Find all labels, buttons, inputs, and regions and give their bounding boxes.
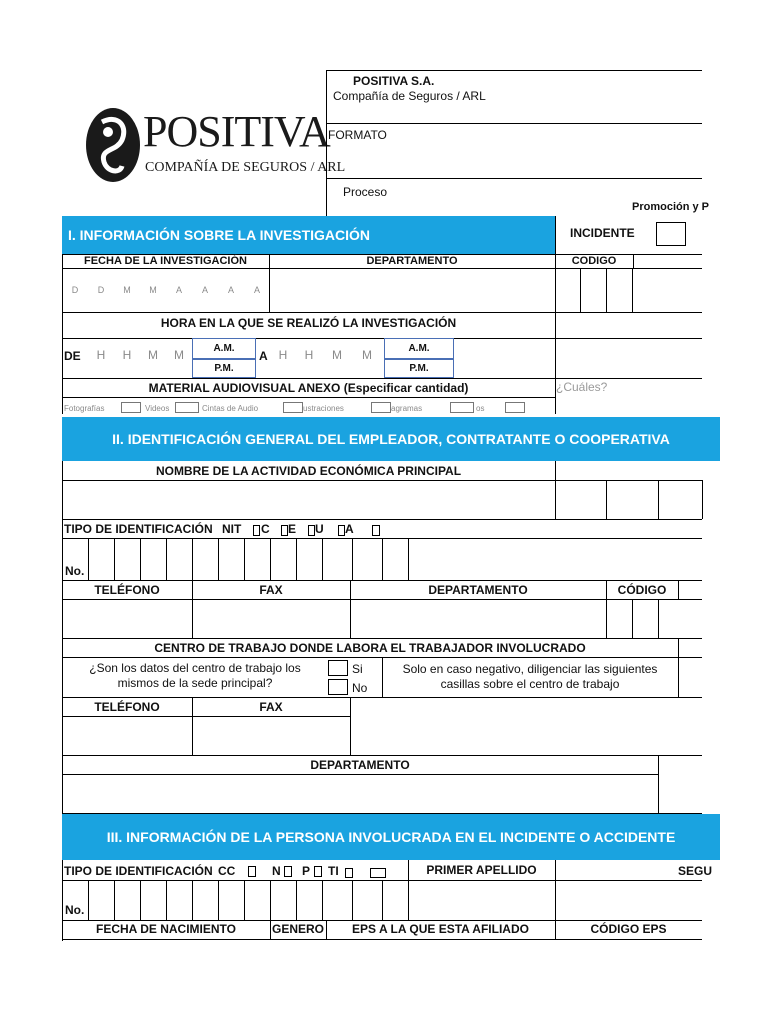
departamento-header: DEPARTAMENTO xyxy=(366,255,458,267)
date-letter[interactable]: A xyxy=(201,285,208,295)
si-label: Si xyxy=(352,662,363,676)
divider xyxy=(555,254,556,312)
eps-header: EPS A LA QUE ESTA AFILIADO xyxy=(352,922,529,936)
divider xyxy=(322,880,323,920)
media-count-box[interactable] xyxy=(371,402,391,413)
section-2-title: II. IDENTIFICACIÓN GENERAL DEL EMPLEADOR, CONTRATANTE O COOPERATIVA xyxy=(62,417,720,461)
divider xyxy=(218,880,219,920)
proceso-label: Proceso xyxy=(343,185,388,199)
telefono-header: TELÉFONO xyxy=(94,583,160,597)
divider xyxy=(678,638,679,697)
divider xyxy=(88,538,89,580)
divider xyxy=(326,70,702,71)
divider xyxy=(702,480,703,519)
media-label: Videos xyxy=(145,404,170,413)
divider xyxy=(606,580,607,638)
formato-label: FORMATO xyxy=(328,128,387,142)
actividad-header: NOMBRE DE LA ACTIVIDAD ECONÓMICA PRINCIPAL xyxy=(155,464,462,478)
hora-header: HORA EN LA QUE SE REALIZÓ LA INVESTIGACIÓN xyxy=(160,316,457,330)
nota-line-2: casillas sobre el centro de trabajo xyxy=(440,677,620,691)
no-checkbox[interactable] xyxy=(328,679,348,695)
a-label: A xyxy=(259,349,268,363)
id-checkbox[interactable] xyxy=(253,525,260,536)
media-label: os xyxy=(476,404,485,413)
hour-letter[interactable]: H xyxy=(96,348,106,362)
id-option[interactable]: C xyxy=(261,522,270,536)
company-sub: Compañía de Seguros / ARL xyxy=(333,89,486,103)
date-letter[interactable]: D xyxy=(71,285,79,295)
divider xyxy=(555,860,556,920)
divider xyxy=(166,538,167,580)
divider xyxy=(326,70,327,216)
incidente-checkbox[interactable] xyxy=(656,222,686,246)
divider xyxy=(244,880,245,920)
minute-letter[interactable]: M xyxy=(174,348,184,362)
incidente-label: INCIDENTE xyxy=(570,226,635,240)
fax-header: FAX xyxy=(259,583,283,597)
tipo-id-label: TIPO DE IDENTIFICACIÓN xyxy=(64,522,213,536)
centro-header: CENTRO DE TRABAJO DONDE LABORA EL TRABAJADOR INVOLUCRADO xyxy=(154,641,586,655)
id-checkbox[interactable] xyxy=(308,525,315,536)
codigo-eps-header: CÓDIGO EPS xyxy=(590,922,667,936)
si-checkbox[interactable] xyxy=(328,660,348,676)
logo-sub: COMPAÑÍA DE SEGUROS / ARL xyxy=(145,160,346,175)
positiva-emblem-icon xyxy=(82,104,144,186)
id-checkbox[interactable] xyxy=(370,868,386,878)
minute-letter[interactable]: M xyxy=(362,348,372,362)
departamento-header-2: DEPARTAMENTO xyxy=(310,758,410,772)
date-letter[interactable]: M xyxy=(149,285,157,295)
media-count-box[interactable] xyxy=(175,402,199,413)
divider xyxy=(192,580,193,638)
divider xyxy=(555,461,556,519)
de-label: DE xyxy=(64,349,81,363)
media-label: agramas xyxy=(391,404,423,413)
date-letter[interactable]: A xyxy=(227,285,234,295)
hour-letter[interactable]: H xyxy=(122,348,132,362)
no-label-3: No. xyxy=(65,903,85,917)
divider xyxy=(114,538,115,580)
hour-letter[interactable]: H xyxy=(304,348,314,362)
divider xyxy=(555,312,556,378)
fax-header-2: FAX xyxy=(259,700,283,714)
divider xyxy=(658,480,659,519)
no-label: No. xyxy=(65,564,85,578)
media-label: Fotografías xyxy=(64,404,105,413)
divider xyxy=(632,268,633,312)
date-letter[interactable]: A xyxy=(175,285,182,295)
divider xyxy=(322,538,323,580)
genero-header: GENERO xyxy=(271,922,324,936)
media-count-box[interactable] xyxy=(283,402,303,413)
divider xyxy=(62,519,702,520)
divider xyxy=(62,338,702,339)
hour-letter[interactable]: H xyxy=(278,348,288,362)
divider xyxy=(326,123,702,124)
promocion-label: Promoción y P xyxy=(632,201,710,213)
divider xyxy=(62,397,555,398)
id-option[interactable]: N xyxy=(272,864,281,878)
codigo-header: CÓDIGO xyxy=(617,583,667,597)
pm-option[interactable]: P.M. xyxy=(214,362,234,374)
codigo-header: CODIGO xyxy=(571,255,617,267)
divider xyxy=(350,580,351,638)
divider xyxy=(192,697,193,755)
divider xyxy=(270,538,271,580)
media-label: Cintas de Audio xyxy=(202,404,259,413)
divider xyxy=(326,178,702,179)
id-checkbox[interactable] xyxy=(281,525,288,536)
id-checkbox[interactable] xyxy=(345,868,353,878)
divider xyxy=(244,538,245,580)
divider xyxy=(62,312,702,313)
divider xyxy=(382,880,383,920)
divider xyxy=(606,480,607,519)
logo-word: POSITIVA xyxy=(143,107,330,156)
company-name: POSITIVA S.A. xyxy=(353,74,435,88)
divider xyxy=(352,538,353,580)
minute-letter[interactable]: M xyxy=(148,348,158,362)
divider xyxy=(140,880,141,920)
divider xyxy=(296,880,297,920)
id-option[interactable]: E xyxy=(288,522,297,536)
id-checkbox[interactable] xyxy=(372,525,380,536)
divider xyxy=(62,716,350,717)
divider xyxy=(633,254,634,268)
divider xyxy=(62,774,658,775)
media-count-box[interactable] xyxy=(505,402,525,413)
date-letter[interactable]: A xyxy=(253,285,260,295)
departamento-header: DEPARTAMENTO xyxy=(428,583,528,597)
divider xyxy=(296,538,297,580)
media-count-box[interactable] xyxy=(121,402,141,413)
divider xyxy=(555,216,556,254)
divider xyxy=(218,538,219,580)
divider xyxy=(62,939,702,940)
tipo-id-label-3: TIPO DE IDENTIFICACIÓN xyxy=(64,864,213,878)
id-checkbox[interactable] xyxy=(284,866,292,877)
id-option[interactable]: TI xyxy=(328,864,339,878)
divider xyxy=(88,880,89,920)
divider xyxy=(270,880,271,920)
am-option[interactable]: A.M. xyxy=(408,342,430,354)
pm-option[interactable]: P.M. xyxy=(409,362,429,374)
nit-option[interactable]: NIT xyxy=(222,522,242,536)
telefono-header-2: TELÉFONO xyxy=(94,700,160,714)
media-count-box[interactable] xyxy=(450,402,474,413)
id-option[interactable]: A xyxy=(345,522,354,536)
divider xyxy=(192,538,193,580)
am-option[interactable]: A.M. xyxy=(213,342,235,354)
divider xyxy=(632,599,633,638)
divider xyxy=(382,538,383,580)
ampm-box-to[interactable] xyxy=(384,338,454,378)
id-checkbox[interactable] xyxy=(338,525,345,536)
fecha-nacimiento-header: FECHA DE NACIMIENTO xyxy=(95,922,236,936)
divider xyxy=(408,538,409,580)
segundo-apellido-header: SEGU xyxy=(678,864,713,878)
divider xyxy=(166,880,167,920)
date-letter[interactable]: D xyxy=(97,285,105,295)
material-header: MATERIAL AUDIOVISUAL ANEXO (Especificar cantidad) xyxy=(148,380,469,395)
divider xyxy=(678,580,679,599)
divider xyxy=(555,378,556,414)
date-letter[interactable]: M xyxy=(123,285,131,295)
divider xyxy=(140,538,141,580)
pregunta-line-2: mismos de la sede principal? xyxy=(117,676,273,690)
section-1-title: I. INFORMACIÓN SOBRE LA INVESTIGACIÓN xyxy=(62,216,555,254)
nota-line-1: Solo en caso negativo, diligenciar las siguientes xyxy=(402,662,658,676)
divider xyxy=(352,880,353,920)
id-option[interactable]: U xyxy=(315,522,324,536)
divider xyxy=(658,599,659,638)
ampm-box-from[interactable] xyxy=(192,338,256,378)
cuales-label: ¿Cuáles? xyxy=(556,380,608,394)
divider xyxy=(606,268,607,312)
divider xyxy=(350,697,351,755)
no-option-label: No xyxy=(352,681,368,695)
id-checkbox[interactable] xyxy=(314,866,322,877)
section-3-title: III. INFORMACIÓN DE LA PERSONA INVOLUCRADA EN EL INCIDENTE O ACCIDENTE xyxy=(62,814,720,860)
id-checkbox[interactable] xyxy=(248,866,256,877)
minute-letter[interactable]: M xyxy=(332,348,342,362)
divider xyxy=(658,755,659,813)
media-label: ustraciones xyxy=(303,404,344,413)
id-option[interactable]: P xyxy=(302,864,311,878)
divider xyxy=(114,880,115,920)
pregunta-line-1: ¿Son los datos del centro de trabajo los xyxy=(89,661,301,675)
id-option[interactable]: CC xyxy=(218,864,236,878)
fecha-header: FECHA DE LA INVESTIGACIÓN xyxy=(84,255,247,267)
divider xyxy=(580,268,581,312)
divider xyxy=(192,880,193,920)
primer-apellido-header: PRIMER APELLIDO xyxy=(426,863,537,877)
